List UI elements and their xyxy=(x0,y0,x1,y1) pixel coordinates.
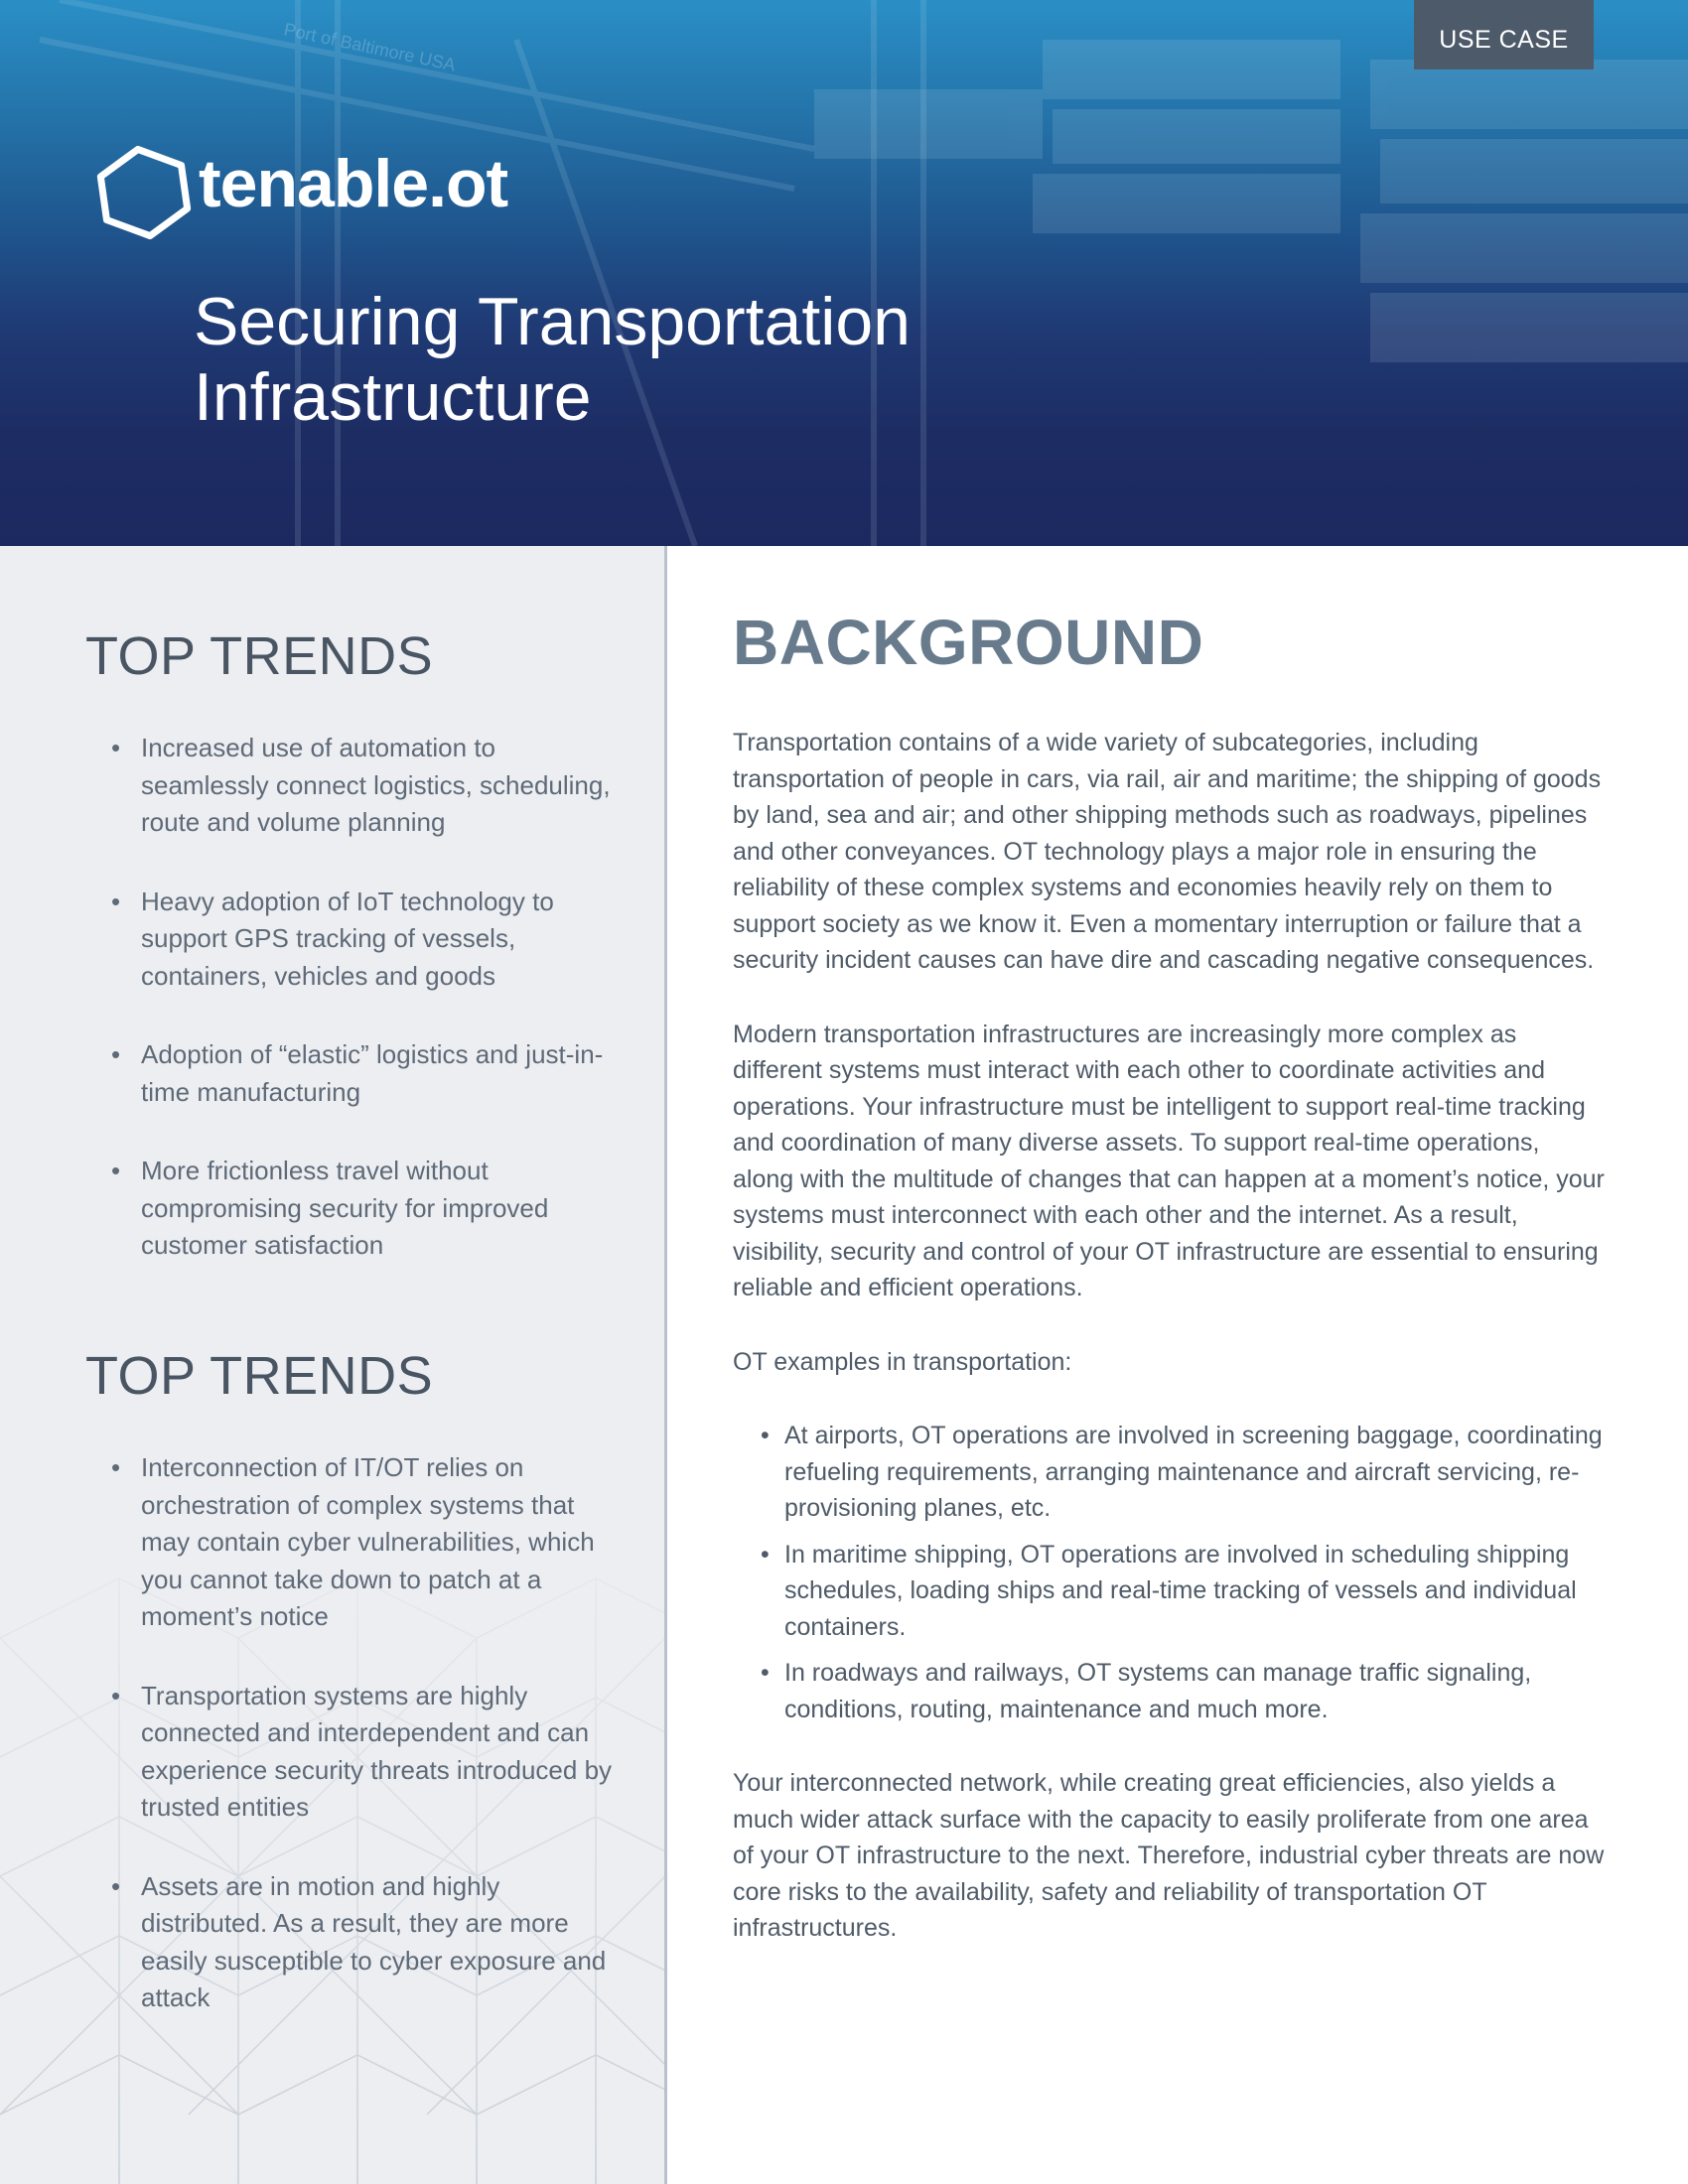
list-item: • In roadways and railways, OT systems can manage traffic signaling, conditions, routing, maintenance and much more. xyxy=(761,1655,1607,1727)
sidebar xyxy=(0,546,665,2184)
page-title xyxy=(194,284,1087,435)
title-line-1: Securing Transportation xyxy=(194,284,911,359)
list-item: • Increased use of automation to seamlessly connect logistics, scheduling, route and volume planning xyxy=(109,730,626,842)
list-item: • In maritime shipping, OT operations are involved in scheduling shipping schedules, loading ships and real-time tracking of vessels and individual containers. xyxy=(761,1537,1607,1646)
list-item: • At airports, OT operations are involved in screening baggage, coordinating refueling requirements, arranging maintenance and aircraft servicing, re-provisioning planes, etc. xyxy=(761,1418,1607,1527)
list-item: • Assets are in motion and highly distributed. As a result, they are more easily susceptible to cyber exposure and attack xyxy=(109,1868,626,2017)
top-trends-heading-2: TOP TRENDS xyxy=(85,1346,434,1406)
top-trends-list-2 xyxy=(109,1449,626,2059)
background-heading: BACKGROUND xyxy=(733,607,1204,678)
main-content xyxy=(733,606,1607,1984)
top-trends-list-1 xyxy=(109,730,626,1306)
column-divider xyxy=(664,546,667,2184)
tenable-logo xyxy=(95,143,632,242)
ot-examples-list xyxy=(733,1418,1607,1727)
list-item: • Interconnection of IT/OT relies on orchestration of complex systems that may contain cyber vulnerabilities, which you cannot take down to patch at a moment’s notice xyxy=(109,1449,626,1636)
list-item: • More frictionless travel without compromising security for improved customer satisfaction xyxy=(109,1153,626,1265)
background-paragraph-3: Your interconnected network, while creating great efficiencies, also yields a much wider attack surface with the capacity to easily proliferate from one area of your OT infrastructure to the next. Therefore, industrial cyber threats are now core risks to the availability, safety and reliability of transportation OT infrastructures. xyxy=(733,1769,1605,1942)
list-item: • Adoption of “elastic” logistics and just-in-time manufacturing xyxy=(109,1036,626,1111)
use-case-badge: USE CASE xyxy=(1414,0,1594,69)
hero-banner xyxy=(0,0,1688,546)
background-paragraph-2: Modern transportation infrastructures are increasingly more complex as different systems must interact with each other to coordinate activities and operations. Your infrastructure must be intelligent to support real-time tracking and coordination of many diverse assets. To support real-time operations, along with the multitude of changes that can happen at a moment’s notice, your systems must interconnect with each other and the internet. As a result, visibility, security and control of your OT infrastructure are essential to ensuring reliable and efficient operations. xyxy=(733,1020,1605,1301)
examples-intro: OT examples in transportation: xyxy=(733,1347,1072,1376)
hexagon-logo-icon xyxy=(95,143,193,240)
logo-wordmark: tenable.ot xyxy=(199,146,508,221)
port-sign-decorative-text: Port of Baltimore USA xyxy=(282,19,458,75)
top-trends-heading-1: TOP TRENDS xyxy=(85,626,434,686)
list-item: • Heavy adoption of IoT technology to support GPS tracking of vessels, containers, vehicles and goods xyxy=(109,884,626,996)
port-crane-background-image xyxy=(0,0,1688,546)
background-paragraph-1: Transportation contains of a wide variety of subcategories, including transportation of people in cars, via rail, air and maritime; the shipping of goods by land, sea and air; and other shipping methods such as roadways, pipelines and other conveyances. OT technology plays a major role in ensuring the reliability of these complex systems and economies heavily rely on them to support society as we know it. Even a momentary interruption or failure that a security incident causes can have dire and cascading negative consequences. xyxy=(733,729,1602,974)
title-line-2: Infrastructure xyxy=(194,359,592,435)
list-item: • Transportation systems are highly connected and interdependent and can experience security threats introduced by trusted entities xyxy=(109,1678,626,1827)
